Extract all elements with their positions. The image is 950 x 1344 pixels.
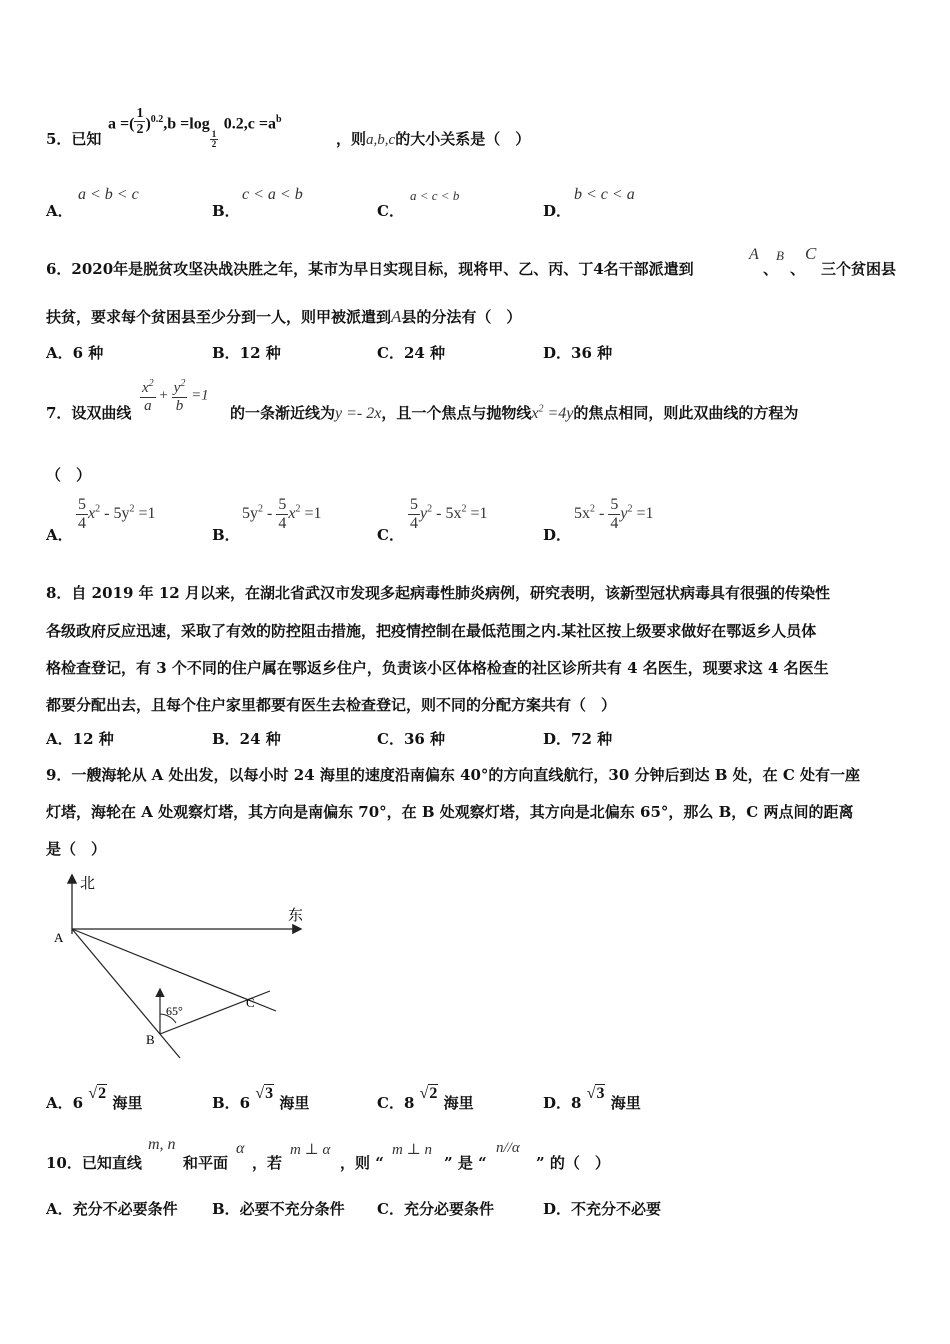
q7-number: 7．设双曲线 — [46, 404, 132, 422]
q5-option-a-expr: a < b < c — [78, 186, 139, 203]
q7-stem-mid: 的一条渐近线为y =- 2x，且一个焦点与抛物线$x^2 =4y$的焦点相同，则此双曲线的方程为 — [230, 403, 799, 422]
q7-option-a-expr: $\frac{5}{4}$ $x^2 - 5y^2 =1$ — [78, 496, 156, 532]
angle-label: 65° — [166, 1004, 183, 1018]
q10-then-text: ，则 “ — [340, 1154, 384, 1172]
q8-stem-line2: 各级政府反应迅速，采取了有效的防控阻击措施，把疫情控制在最低范围之内.某社区按上级要求做好在鄂返乡人员体 — [46, 622, 817, 640]
q9-stem-line1: 9．一艘海轮从 A 处出发，以每小时 24 海里的速度沿南偏东 40°的方向直线航行，30 分钟后到达 B 处，在 C 处有一座 — [46, 766, 861, 784]
q5-option-d-expr: b < c < a — [574, 186, 635, 203]
q7-option-b-expr: $5y^2$ - $\frac{5}{4}$ $x^2 =1$ — [242, 496, 322, 532]
point-b-label: B — [146, 1032, 155, 1047]
q10-condition: m ⊥ α — [290, 1142, 331, 1158]
q10-end-text: ” 的（ ） — [536, 1154, 610, 1172]
q10-option-a[interactable]: A．充分不必要条件 — [46, 1200, 178, 1218]
q7-option-c-label[interactable]: C． — [377, 526, 404, 544]
q6-sep1: 、 — [763, 260, 779, 278]
q7-option-b-label[interactable]: B． — [212, 526, 240, 544]
q10-alpha: α — [236, 1140, 245, 1157]
east-label: 东 — [288, 906, 304, 924]
q8-option-d[interactable]: D．72 种 — [543, 730, 613, 748]
q5-stem-tail: ，则a,b,c的大小关系是（ ） — [336, 130, 531, 148]
q5-option-b-expr: c < a < b — [242, 186, 303, 203]
q6-stem-line1-tail: 三个贫困县 — [821, 260, 897, 278]
q9-navigation-figure — [40, 866, 320, 1066]
q7-paren: （ ） — [46, 466, 92, 484]
q5-option-d-label[interactable]: D． — [543, 202, 572, 220]
q6-option-b[interactable]: B．12 种 — [212, 344, 281, 362]
q10-is-text: ” 是 “ — [444, 1154, 487, 1172]
q10-option-d[interactable]: D．不充分不必要 — [543, 1200, 662, 1218]
q10-lines-mn: m, n — [148, 1136, 176, 1153]
q6-option-d[interactable]: D．36 种 — [543, 344, 613, 362]
q10-option-c[interactable]: C．充分必要条件 — [377, 1200, 494, 1218]
q9-option-b[interactable]: B．6 √3 海里 — [212, 1085, 310, 1112]
q10-if-text: ，若 — [252, 1154, 283, 1172]
q5-option-c-label[interactable]: C． — [377, 202, 404, 220]
q10-option-b[interactable]: B．必要不充分条件 — [212, 1200, 345, 1218]
q10-statement-p: m ⊥ n — [392, 1142, 432, 1158]
q5-option-a-label[interactable]: A． — [46, 202, 73, 220]
q7-option-d-expr: $5x^2$ - $\frac{5}{4}$ $y^2 =1$ — [574, 496, 654, 532]
q6-county-a: A — [749, 246, 759, 263]
q9-option-d[interactable]: D．8 √3 海里 — [543, 1085, 641, 1112]
q5-option-b-label[interactable]: B． — [212, 202, 240, 220]
segment-ab — [72, 929, 180, 1058]
q8-option-c[interactable]: C．36 种 — [377, 730, 446, 748]
q6-county-c: C — [805, 244, 817, 263]
q5-number: 5．已知 — [46, 130, 102, 148]
north-label: 北 — [80, 874, 96, 892]
q6-county-b: B — [776, 248, 784, 263]
q8-option-b[interactable]: B．24 种 — [212, 730, 281, 748]
q7-option-a-label[interactable]: A． — [46, 526, 73, 544]
q9-stem-line2: 灯塔，海轮在 A 处观察灯塔，其方向是南偏东 70°，在 B 处观察灯塔，其方向是北偏东 65°，那么 B，C 两点间的距离 — [46, 803, 854, 821]
q5-option-c-expr: a < c < b — [410, 188, 460, 203]
q9-option-a[interactable]: A．6 √2 海里 — [46, 1085, 143, 1112]
q9-option-c[interactable]: C．8 √2 海里 — [377, 1085, 474, 1112]
q6-option-a[interactable]: A．6 种 — [46, 344, 104, 362]
q9-stem-line3: 是（ ） — [46, 840, 107, 858]
q6-sep2: 、 — [790, 260, 806, 278]
q6-stem-line1: 6．2020年是脱贫攻坚决战决胜之年，某市为早日实现目标，现将甲、乙、丙、丁4名干部派遣到 — [46, 260, 694, 278]
q6-option-c[interactable]: C．24 种 — [377, 344, 446, 362]
q8-option-a[interactable]: A．12 种 — [46, 730, 114, 748]
q8-stem-line3: 格检查登记，有 3 个不同的住户属在鄂返乡住户，负责该小区体格检查的社区诊所共有 4 名医生，现要求这 4 名医生 — [46, 659, 829, 677]
point-c-label: C — [246, 995, 255, 1010]
q10-plane-text: 和平面 — [183, 1154, 229, 1172]
q7-hyperbola-eq: $\frac{x^2}{a}$ + $\frac{y^2}{b}$ =1 — [142, 378, 209, 414]
point-a-label: A — [54, 930, 64, 945]
q10-statement-q: n//α — [496, 1140, 520, 1156]
q6-stem-line2: 扶贫，要求每个贫困县至少分到一人，则甲被派遣到A县的分法有（ ） — [46, 307, 522, 326]
q7-option-d-label[interactable]: D． — [543, 526, 572, 544]
q8-stem-line1: 8．自 2019 年 12 月以来，在湖北省武汉市发现多起病毒性肺炎病例，研究表明，该新型冠状病毒具有很强的传染性 — [46, 584, 830, 602]
q7-option-c-expr: $\frac{5}{4}$ $y^2 - 5x^2 =1$ — [410, 496, 488, 532]
q8-stem-line4: 都要分配出去，且每个住户家里都要有医生去检查登记，则不同的分配方案共有（ ） — [46, 696, 617, 714]
q10-number: 10．已知直线 — [46, 1154, 142, 1172]
q5-formula: a =( $\frac{1}{2}$ )$^{0.2}$,b =log $\frac{1}{2}$ $0.2,c =a^b$ — [108, 106, 282, 150]
